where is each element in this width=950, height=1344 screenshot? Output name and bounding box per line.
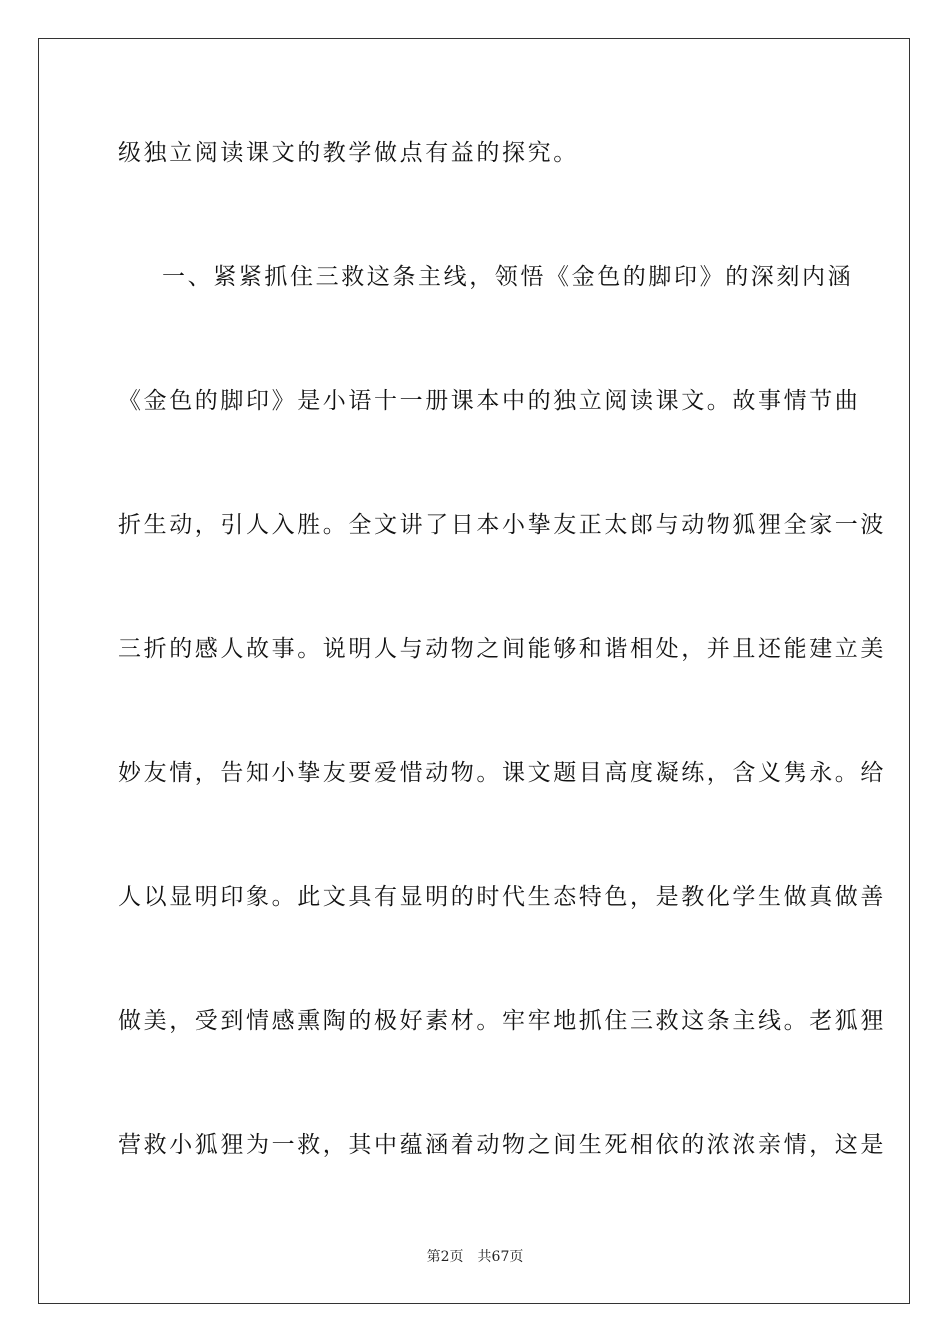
body-text-line: 人以显明印象。此文具有显明的时代生态特色，是教化学生做真做善 bbox=[118, 884, 886, 910]
page-number: 第2页 bbox=[426, 1249, 464, 1265]
body-text-line: 妙友情，告知小挚友要爱惜动物。课文题目高度凝练，含义隽永。给 bbox=[118, 760, 886, 786]
body-text-line: 《金色的脚印》是小语十一册课本中的独立阅读课文。故事情节曲 bbox=[118, 388, 861, 414]
body-text-line: 折生动，引人入胜。全文讲了日本小挚友正太郎与动物狐狸全家一波 bbox=[118, 512, 886, 538]
body-text-line: 三折的感人故事。说明人与动物之间能够和谐相处，并且还能建立美 bbox=[118, 636, 886, 662]
page-total: 共67页 bbox=[477, 1249, 524, 1265]
body-text-line: 做美，受到情感熏陶的极好素材。牢牢地抓住三救这条主线。老狐狸 bbox=[118, 1008, 886, 1034]
section-heading: 一、紧紧抓住三救这条主线，领悟《金色的脚印》的深刻内涵 bbox=[162, 264, 854, 290]
body-text-line: 级独立阅读课文的教学做点有益的探究。 bbox=[118, 140, 579, 166]
page-border bbox=[38, 38, 910, 1304]
body-text-line: 营救小狐狸为一救，其中蕴涵着动物之间生死相依的浓浓亲情，这是 bbox=[118, 1132, 886, 1158]
page-footer bbox=[0, 1248, 950, 1266]
